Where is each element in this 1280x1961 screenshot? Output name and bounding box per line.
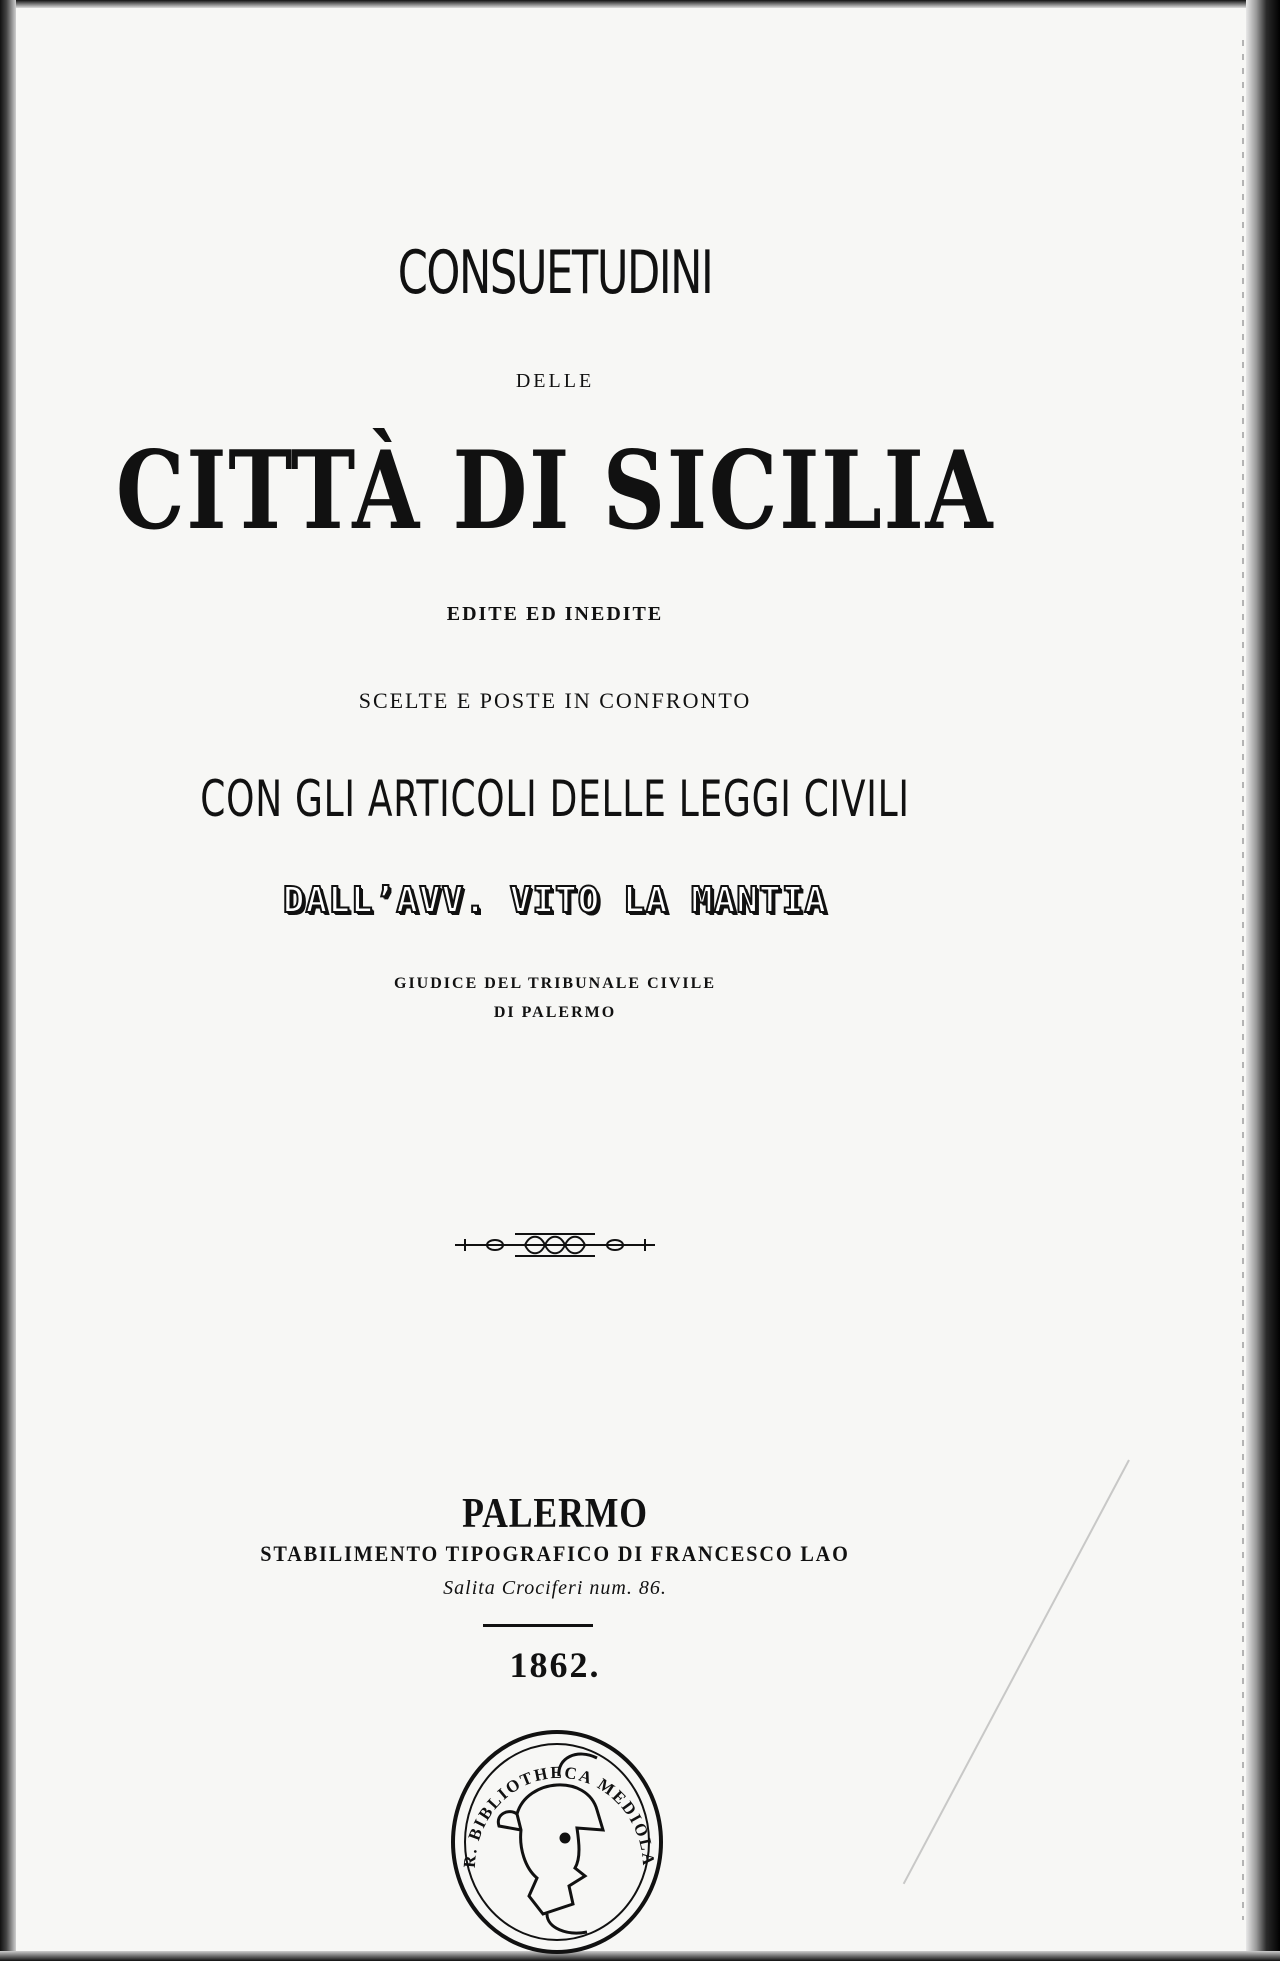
author-name: DALL’AVV. VITO LA MANTIA [282, 880, 828, 921]
imprint-rule [483, 1624, 593, 1627]
title-line-1: CONSUETUDINI [397, 238, 713, 308]
library-stamp [447, 1718, 667, 1954]
stamp-text: R. BIBLIOTHECA MEDIOLA [459, 1762, 659, 1869]
imprint-address: Salita Crociferi num. 86. [443, 1577, 667, 1599]
imprint-city: PALERMO [462, 1491, 648, 1537]
subtitle-line-2: SCELTE E POSTE IN CONFRONTO [358, 688, 752, 713]
svg-text:R. BIBLIOTHECA MEDIOLANENSIS [447, 1718, 658, 1868]
title-line-2: CITTÀ DI SICILIA [115, 428, 995, 554]
page-fold-line [1242, 40, 1244, 1920]
imprint-printer: STABILIMENTO TIPOGRAFICO DI FRANCESCO LAO [260, 1541, 850, 1566]
author-role-line-2: DI PALERMO [493, 1004, 617, 1021]
imprint-year: 1862. [509, 1645, 601, 1685]
author-role-line-1: GIUDICE DEL TRIBUNALE CIVILE [394, 975, 716, 992]
printers-ornament-icon [0, 1228, 1110, 1267]
subtitle-line-3: CON GLI ARTICOLI DELLE LEGGI CIVILI [200, 770, 910, 828]
scan-edge-right [1246, 0, 1280, 1961]
title-connector: DELLE [515, 370, 595, 392]
subtitle-line-1: EDITE ED INEDITE [446, 603, 664, 625]
scan-edge-top [0, 0, 1280, 8]
